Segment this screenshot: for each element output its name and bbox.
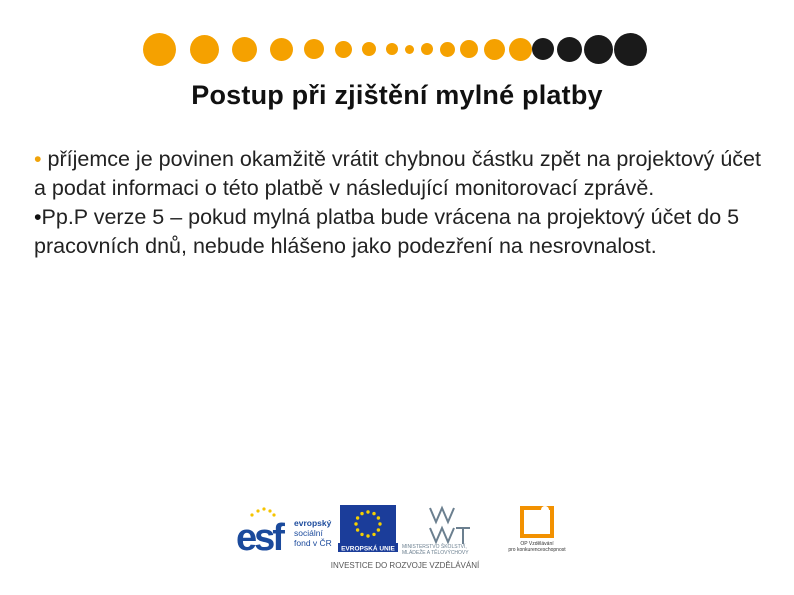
esf-line2: sociální [294, 528, 323, 538]
msmt-line1: MINISTERSTVO ŠKOLSTVÍ, [402, 544, 467, 550]
op-line1: OP Vzdělávání [520, 541, 554, 547]
msmt-logo [402, 508, 470, 556]
op-line2: pro konkurenceschopnost [508, 547, 566, 553]
eu-star [372, 512, 375, 515]
eu-flag-logo [338, 505, 398, 553]
eu-star [360, 533, 363, 536]
bullet-paragraph-1 [34, 145, 774, 203]
decorative-dot [614, 33, 647, 66]
decorative-dot [440, 42, 455, 57]
decorative-dot [335, 41, 352, 58]
decorative-dot [270, 38, 293, 61]
eu-star [366, 510, 369, 513]
slide-body [34, 145, 774, 261]
decorative-dot [386, 43, 398, 55]
tagline: INVESTICE DO ROZVOJE VZDĚLÁVÁNÍ [330, 561, 480, 570]
decorative-dot [232, 37, 257, 62]
eu-star [354, 522, 357, 525]
svg-text:esf: esf [236, 517, 282, 559]
esf-logo [236, 505, 332, 559]
funding-logos [230, 500, 580, 580]
esf-line3: fond v ČR [294, 538, 332, 548]
eu-label: EVROPSKÁ UNIE [341, 545, 395, 553]
decorative-dot [584, 35, 613, 64]
decorative-dot [405, 45, 414, 54]
decorative-dot-row [0, 0, 794, 80]
funding-logos-svg [230, 500, 580, 580]
eu-star [377, 516, 380, 519]
decorative-dot [190, 35, 219, 64]
slide-title: Postup při zjištění mylné platby [191, 80, 603, 110]
esf-line1: evropský [294, 518, 332, 528]
eu-star [377, 528, 380, 531]
decorative-dot [421, 43, 433, 55]
eu-star [366, 534, 369, 537]
eu-star [356, 516, 359, 519]
msmt-line2: MLÁDEŽE A TĚLOVÝCHOVY [402, 550, 469, 556]
bullet-text: Pp.P verze 5 – pokud mylná platba bude vrácena na projektový účet do 5 pracovních dnů, nebude hlášeno jako podezření na nesrovnalost. [34, 205, 740, 258]
decorative-dot [143, 33, 176, 66]
decorative-dot [557, 37, 582, 62]
eu-star [356, 528, 359, 531]
bullet-marker: • [34, 205, 42, 229]
bullet-marker: • [34, 147, 42, 171]
decorative-dot [509, 38, 532, 61]
eu-star [360, 512, 363, 515]
bullet-text: příjemce je povinen okamžitě vrátit chybnou částku zpět na projektový účet a podat informaci o této platbě v následující monitorovací zprávě. [34, 147, 761, 200]
decorative-dot [484, 39, 505, 60]
eu-star [372, 533, 375, 536]
bullet-paragraph-2 [34, 203, 774, 261]
decorative-dot [460, 40, 478, 58]
decorative-dot [362, 42, 376, 56]
decorative-dot [532, 38, 554, 60]
eu-star [378, 522, 381, 525]
op-vk-logo [508, 506, 566, 553]
decorative-dot [304, 39, 324, 59]
